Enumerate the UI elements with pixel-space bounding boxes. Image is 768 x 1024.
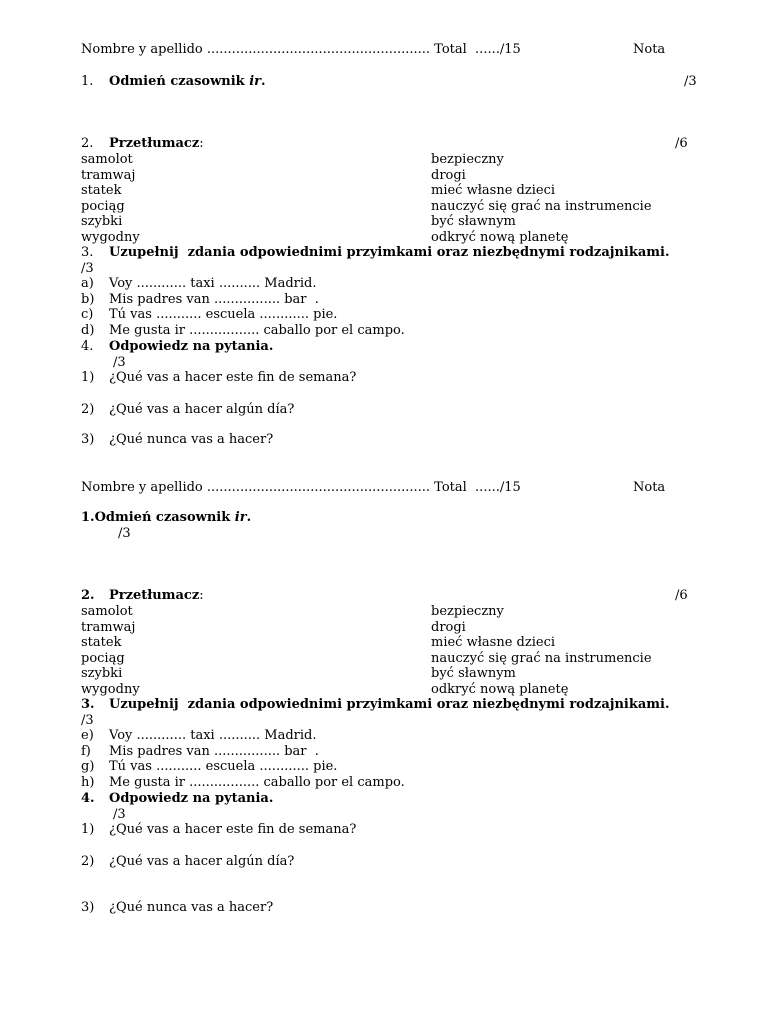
q3-item-text: Me gusta ir ................. caballo por el campo. xyxy=(109,774,405,790)
q4-item-number: 3) xyxy=(81,432,95,447)
q2-number: 2. xyxy=(81,136,94,151)
vocab-right: być sławnym xyxy=(431,666,516,681)
name-total-line: Nombre y apellido ...................................................... Total ....../15 xyxy=(81,479,521,495)
q1-title: Odmień czasownik ir. xyxy=(109,74,266,89)
vocab-right: być sławnym xyxy=(431,214,516,229)
q4-item-number: 1) xyxy=(81,822,95,837)
vocab-right: drogi xyxy=(431,167,466,183)
vocab-right: bezpieczny xyxy=(431,604,504,619)
q3-number: 3. xyxy=(81,245,94,260)
q3-number: 3. xyxy=(81,697,95,712)
q3-title: Uzupełnij zdania odpowiednimi przyimkami oraz niezbędnymi rodzajnikami. xyxy=(109,245,670,260)
q4-item-text: ¿Qué vas a hacer algún día? xyxy=(109,401,295,417)
q2-title: Przetłumacz: xyxy=(109,588,204,603)
q4-item-text: ¿Qué nunca vas a hacer? xyxy=(109,900,274,915)
q4-number: 4. xyxy=(81,790,95,806)
q3-item-text: Tú vas ........... escuela ............ pie. xyxy=(109,307,338,322)
vocab-left: tramwaj xyxy=(81,619,136,635)
q3-score: /3 xyxy=(81,260,94,276)
q3-item-text: Me gusta ir ................. caballo por el campo. xyxy=(109,322,405,338)
vocab-left: szybki xyxy=(81,214,123,229)
vocab-left: samolot xyxy=(81,152,133,167)
q4-item-number: 2) xyxy=(81,853,95,869)
q4-score: /3 xyxy=(113,806,126,822)
vocab-right: drogi xyxy=(431,619,466,635)
q4-title: Odpowiedz na pytania. xyxy=(109,790,274,806)
q4-item-number: 3) xyxy=(81,900,95,915)
vocab-left: szybki xyxy=(81,666,123,681)
q3-item-text: Tú vas ........... escuela ............ pie. xyxy=(109,759,338,774)
vocab-left: wygodny xyxy=(81,229,140,245)
q2-score: /6 xyxy=(675,588,688,603)
q4-title: Odpowiedz na pytania. xyxy=(109,338,274,354)
q2-title: Przetłumacz: xyxy=(109,136,204,151)
q3-item-letter: f) xyxy=(81,743,91,759)
q3-item-letter: g) xyxy=(81,759,95,774)
vocab-right: mieć własne dzieci xyxy=(431,635,556,650)
vocab-right: odkryć nową planetę xyxy=(431,682,569,697)
vocab-right: odkryć nową planetę xyxy=(431,229,569,245)
q3-score: /3 xyxy=(81,712,94,728)
nota-label: Nota xyxy=(633,479,666,495)
vocab-left: statek xyxy=(81,183,122,198)
q3-item-text: Voy ............ taxi .......... Madrid. xyxy=(109,276,317,291)
q4-item-text: ¿Qué nunca vas a hacer? xyxy=(109,432,274,447)
q3-item-letter: a) xyxy=(81,276,94,291)
vocab-left: pociąg xyxy=(81,198,125,214)
q3-item-letter: b) xyxy=(81,291,95,307)
vocab-right: nauczyć się grać na instrumencie xyxy=(431,198,652,214)
q4-number: 4. xyxy=(81,338,94,354)
vocab-left: pociąg xyxy=(81,650,125,666)
q3-item-text: Voy ............ taxi .......... Madrid. xyxy=(109,728,317,743)
q4-score: /3 xyxy=(113,354,126,370)
name-total-line: Nombre y apellido ...................................................... Total ....../15 xyxy=(81,42,521,57)
q4-item-number: 2) xyxy=(81,401,95,417)
q3-item-letter: e) xyxy=(81,728,94,743)
q2-score: /6 xyxy=(675,136,688,151)
q3-item-letter: d) xyxy=(81,322,95,338)
q4-item-number: 1) xyxy=(81,370,95,385)
q1-score: /3 xyxy=(684,74,697,89)
q3-title: Uzupełnij zdania odpowiednimi przyimkami oraz niezbędnymi rodzajnikami. xyxy=(109,697,670,712)
q3-item-text: Mis padres van ................ bar . xyxy=(109,291,319,307)
q4-item-text: ¿Qué vas a hacer algún día? xyxy=(109,853,295,869)
vocab-left: samolot xyxy=(81,604,133,619)
vocab-left: tramwaj xyxy=(81,167,136,183)
q4-item-text: ¿Qué vas a hacer este fin de semana? xyxy=(109,370,357,385)
q3-item-letter: h) xyxy=(81,774,95,790)
q3-item-text: Mis padres van ................ bar . xyxy=(109,743,319,759)
vocab-left: wygodny xyxy=(81,682,140,697)
vocab-right: nauczyć się grać na instrumencie xyxy=(431,650,652,666)
q1-title: 1.Odmień czasownik ir. xyxy=(81,510,252,525)
q1-score: /3 xyxy=(118,526,131,541)
q3-item-letter: c) xyxy=(81,307,94,322)
vocab-left: statek xyxy=(81,635,122,650)
q4-item-text: ¿Qué vas a hacer este fin de semana? xyxy=(109,822,357,837)
nota-label: Nota xyxy=(633,42,666,57)
q1-number: 1. xyxy=(81,74,94,89)
q2-number: 2. xyxy=(81,588,95,603)
vocab-right: bezpieczny xyxy=(431,152,504,167)
vocab-right: mieć własne dzieci xyxy=(431,183,556,198)
